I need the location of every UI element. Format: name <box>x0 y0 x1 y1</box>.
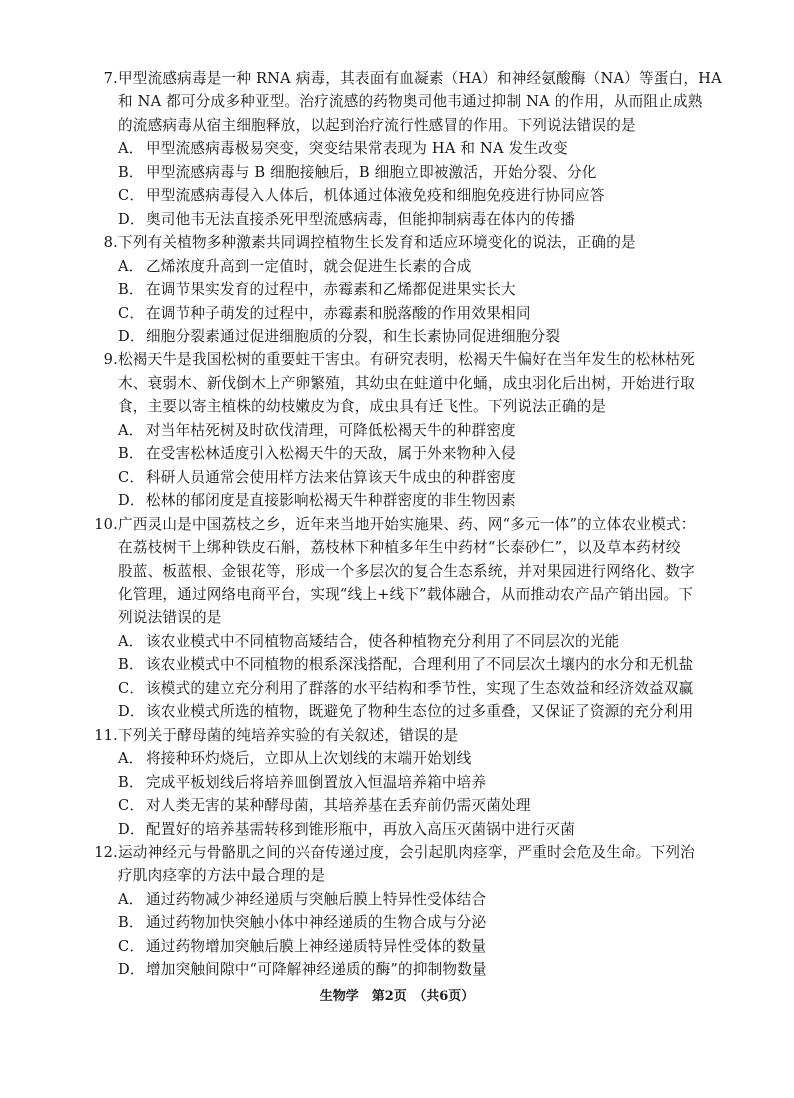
option-text: 在受害松林适度引入松褐天牛的天敌，属于外来物种入侵 <box>146 445 516 463</box>
option-b <box>88 911 708 934</box>
option-text: 增加突触间隙中“可降解神经递质的酶”的抑制物数量 <box>146 961 487 979</box>
option-d <box>88 325 708 348</box>
option-c <box>88 466 708 489</box>
option-text: 细胞分裂素通过促进细胞质的分裂，和生长素协同促进细胞分裂 <box>146 327 561 345</box>
question-list <box>88 67 722 982</box>
option-label: A． <box>118 257 144 275</box>
question-stem <box>88 67 722 90</box>
option-label: C． <box>118 187 145 205</box>
question-text: 下列关于酵母菌的纯培养实验的有关叙述，错误的是 <box>118 726 459 744</box>
option-text: 通过药物增加突触后膜上神经递质特异性受体的数量 <box>146 937 487 955</box>
option-text: 甲型流感病毒极易突变，突变结果常表现为 HA 和 NA 发生改变 <box>146 140 568 158</box>
option-label: B． <box>118 281 144 299</box>
option-text: 完成平板划线后将培养皿倒置放入恒温培养箱中培养 <box>146 773 487 791</box>
option-label: A． <box>118 750 144 768</box>
question-text-continued: 的流感病毒从宿主细胞释放，以起到治疗流行性感冒的作用。下列说法错误的是 <box>118 116 636 134</box>
option-label: A． <box>118 140 144 158</box>
option-c <box>88 184 708 207</box>
option-label: A． <box>118 890 144 908</box>
question-text-continued: 和 NA 都可分成多种亚型。治疗流感的药物奥司他韦通过抑制 NA 的作用，从而阻止成熟 <box>118 93 703 111</box>
option-b <box>88 442 708 465</box>
question-number: 7. <box>103 70 118 87</box>
question-stem <box>88 841 708 864</box>
question-stem <box>88 231 708 254</box>
option-b <box>88 161 708 184</box>
option-text: 对人类无害的某种酵母菌，其培养基在丢弃前仍需灭菌处理 <box>146 797 531 815</box>
option-text: 该农业模式中不同植物的根系深浅搭配，合理利用了不同层次土壤内的水分和无机盐 <box>146 656 694 674</box>
option-label: C． <box>118 679 145 697</box>
question-number: 9. <box>103 351 118 369</box>
option-label: D． <box>118 210 145 228</box>
option-d <box>88 700 708 723</box>
option-text: 在调节种子萌发的过程中，赤霉素和脱落酸的作用效果相同 <box>146 304 531 322</box>
question-12 <box>88 841 708 982</box>
option-text: 奥司他韦无法直接杀死甲型流感病毒，但能抑制病毒在体内的传播 <box>146 210 576 228</box>
option-text: 通过药物加快突触小体中神经递质的生物合成与分泌 <box>146 914 487 932</box>
question-text-continued: 食，主要以寄主植株的幼枝嫩皮为食，成虫具有迁飞性。下列说法正确的是 <box>118 398 607 416</box>
option-b <box>88 653 708 676</box>
question-number: 8. <box>103 234 118 252</box>
page-footer: 生物学 第2页 （共6页） <box>319 989 475 1004</box>
question-text-continued: 疗肌肉痉挛的方法中最合理的是 <box>118 867 326 885</box>
question-text: 广西灵山是中国荔枝之乡，近年来当地开始实施果、药、网“多元一体”的立体农业模式： <box>118 515 696 533</box>
option-label: A． <box>118 421 144 439</box>
question-text: 下列有关植物多种激素共同调控植物生长发育和适应环境变化的说法，正确的是 <box>118 234 636 252</box>
option-text: 科研人员通常会使用样方法来估算该天牛成虫的种群密度 <box>146 468 516 486</box>
option-text: 将接种环灼烧后，立即从上次划线的末端开始划线 <box>146 750 472 768</box>
option-label: D． <box>118 820 145 838</box>
question-number: 10. <box>94 515 118 533</box>
question-9 <box>88 348 708 512</box>
option-a <box>88 747 708 770</box>
option-label: D． <box>118 327 145 345</box>
option-b <box>88 771 708 794</box>
option-b <box>88 278 708 301</box>
option-d <box>88 208 708 231</box>
question-stem <box>88 348 708 371</box>
option-c <box>88 677 708 700</box>
question-10 <box>88 513 708 724</box>
option-label: C． <box>118 797 145 815</box>
option-a <box>88 630 708 653</box>
question-text-continued: 股蓝、板蓝根、金银花等，形成一个多层次的复合生态系统，并对果园进行网络化、数字 <box>118 562 695 580</box>
question-stem <box>88 513 708 536</box>
option-label: C． <box>118 468 145 486</box>
option-label: C． <box>118 304 145 322</box>
option-text: 松林的郁闭度是直接影响松褐天牛种群密度的非生物因素 <box>146 492 516 510</box>
question-11 <box>88 724 708 841</box>
option-text: 对当年枯死树及时砍伐清理，可降低松褐天牛的种群密度 <box>146 421 516 439</box>
option-label: B． <box>118 163 144 181</box>
option-label: B． <box>118 773 144 791</box>
option-text: 甲型流感病毒侵入人体后，机体通过体液免疫和细胞免疫进行协同应答 <box>146 187 605 205</box>
option-a <box>88 137 708 160</box>
question-text: 运动神经元与骨骼肌之间的兴奋传递过度，会引起肌肉痉挛，严重时会危及生命。下列治 <box>118 843 695 861</box>
option-a <box>88 888 708 911</box>
option-c <box>88 302 708 325</box>
question-8 <box>88 231 708 348</box>
option-label: A． <box>118 632 144 650</box>
option-d <box>88 818 708 841</box>
question-number: 11. <box>94 726 118 744</box>
option-a <box>88 419 708 442</box>
option-text: 在调节果实发育的过程中，赤霉素和乙烯都促进果实长大 <box>146 281 516 299</box>
question-text-continued: 列说法错误的是 <box>118 609 222 627</box>
option-c <box>88 935 708 958</box>
question-number: 12. <box>94 843 118 861</box>
option-label: B． <box>118 914 144 932</box>
option-text: 配置好的培养基需转移到锥形瓶中，再放入高压灭菌锅中进行灭菌 <box>146 820 576 838</box>
question-text: 松褐天牛是我国松树的重要蛀干害虫。有研究表明，松褐天牛偏好在当年发生的松林枯死 <box>118 351 695 369</box>
option-label: B． <box>118 656 144 674</box>
option-label: B． <box>118 445 144 463</box>
option-label: D． <box>118 703 145 721</box>
option-text: 甲型流感病毒与 B 细胞接触后，B 细胞立即被激活，开始分裂、分化 <box>146 163 597 181</box>
question-text-continued: 木、衰弱木、新伐倒木上产卵繁殖，其幼虫在蛀道中化蛹，成虫羽化后出树，开始进行取 <box>118 374 695 392</box>
option-text: 该农业模式所选的植物，既避免了物种生态位的过多重叠，又保证了资源的充分利用 <box>146 703 694 721</box>
option-d <box>88 489 708 512</box>
option-label: D． <box>118 492 145 510</box>
option-d <box>88 958 708 981</box>
question-text: 甲型流感病毒是一种 RNA 病毒，其表面有血凝素（HA）和神经氨酸酶（NA）等蛋白，HA <box>118 70 722 87</box>
option-c <box>88 794 708 817</box>
option-text: 通过药物减少神经递质与突触后膜上特异性受体结合 <box>146 890 487 908</box>
option-a <box>88 255 708 278</box>
option-label: D． <box>118 961 145 979</box>
question-text-continued: 化管理，通过网络电商平台，实现“线上+线下”载体融合，从而推动农产品产销出园。下 <box>118 585 694 603</box>
question-7 <box>88 67 722 231</box>
question-stem <box>88 724 708 747</box>
option-text: 乙烯浓度升高到一定值时，就会促进生长素的合成 <box>146 257 472 275</box>
option-text: 该模式的建立充分利用了群落的水平结构和季节性，实现了生态效益和经济效益双赢 <box>146 679 694 697</box>
question-text-continued: 在荔枝树干上绑种铁皮石斛，荔枝林下种植多年生中药材“长泰砂仁”，以及草本药材绞 <box>118 539 681 557</box>
option-label: C． <box>118 937 145 955</box>
option-text: 该农业模式中不同植物高矮结合，使各种植物充分利用了不同层次的光能 <box>146 632 620 650</box>
